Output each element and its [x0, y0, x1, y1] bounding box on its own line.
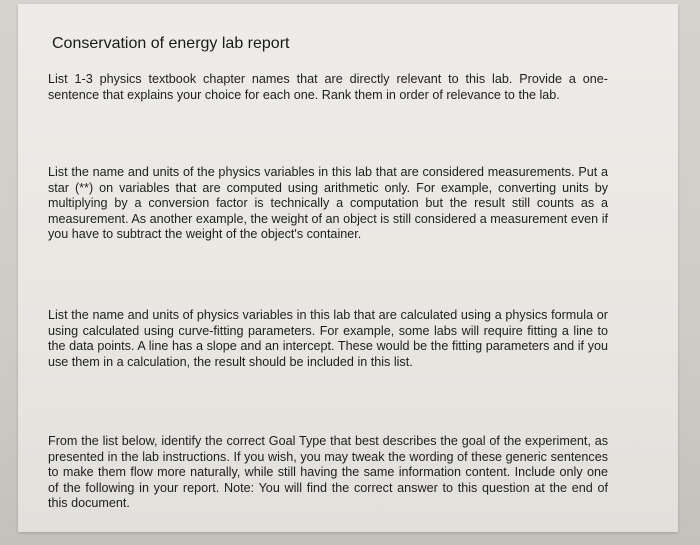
- document-page: [18, 4, 678, 532]
- paragraph-calculated-variables: List the name and units of physics variables in this lab that are calculated using a physics formula or using calculated using curve-fitting parameters. For example, some labs will require fitting a line to the data points. A line has a slope and an intercept. These would be the fitting parameters and if you use them in a calculation, the result should be included in this list.: [48, 308, 608, 369]
- paragraph-measured-variables: List the name and units of the physics variables in this lab that are considered measurements. Put a star (**) on variables that are computed using arithmetic only. For example, converting units by multiplying by a conversion factor is technically a computation but the result still counts as a measurement. As another example, the weight of an object is still considered a measurement even if you have to subtract the weight of the object's container.: [48, 165, 608, 242]
- paragraph-chapter-names: List 1-3 physics textbook chapter names that are directly relevant to this lab. Provide a one-sentence that explains your choice for each one. Rank them in order of relevance to the lab.: [48, 72, 608, 102]
- paragraph-goal-type: From the list below, identify the correct Goal Type that best describes the goal of the experiment, as presented in the lab instructions. If you wish, you may tweak the wording of these generic sentences to make them flow more naturally, while still having the same information content. Include only one of the following in your report. Note: You will find the correct answer to this question at the end of this document.: [48, 434, 608, 511]
- document-title: Conservation of energy lab report: [52, 35, 290, 52]
